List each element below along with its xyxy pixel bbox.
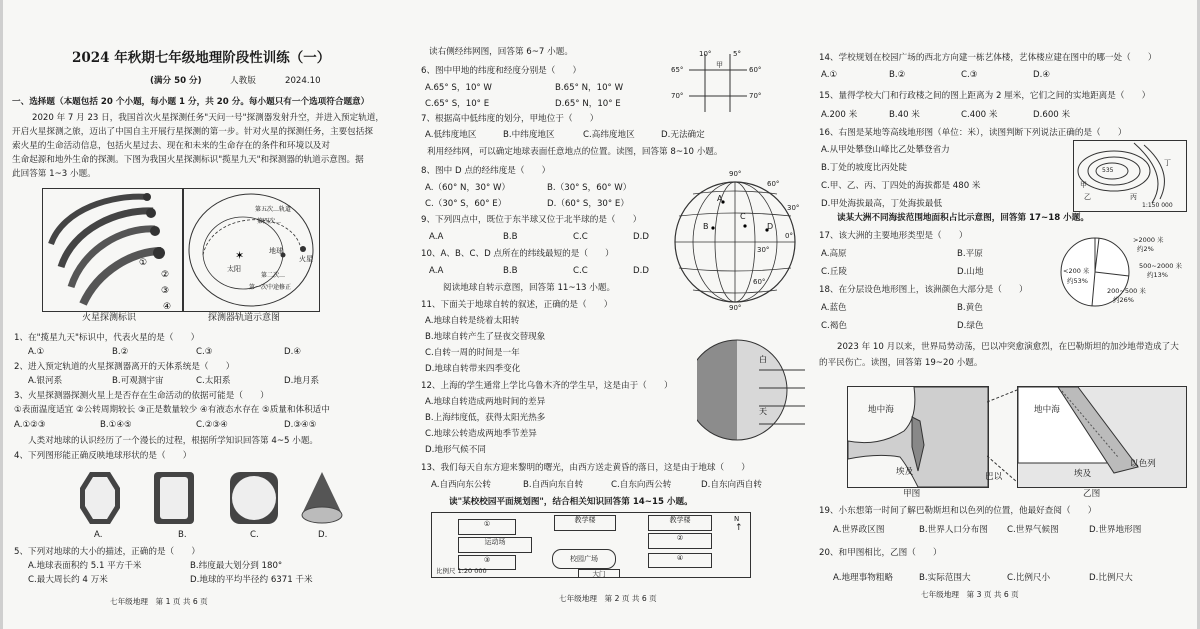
q3-option-a: A.①②③ (14, 420, 46, 430)
mars-logo-figure (42, 188, 184, 312)
map-connector (987, 386, 1017, 486)
shape-label-b: B. (178, 530, 187, 540)
q20-option-c: C.比例尺小 (1007, 573, 1051, 583)
globe-label: 30° (757, 246, 770, 254)
svg-text:白: 白 (759, 355, 767, 364)
edition-note: 人教版 (230, 76, 256, 86)
graticule-globe (669, 170, 801, 312)
q15-option-c: C.400 米 (961, 110, 998, 120)
mars-logo-drawing (43, 189, 183, 311)
q13-option-c: C.自东向西公转 (611, 480, 672, 490)
q11-option-b: B.地球自转产生了昼夜交替现象 (425, 332, 546, 342)
pie-label: 约53% (1067, 277, 1088, 285)
q16-option-d: D.甲处海拔最高，丁处海拔最低 (821, 199, 943, 209)
question-18: 18、在分层设色地形图上，该洲颜色大部分是（ ） (819, 285, 1028, 295)
exam-title: 2024 年秋期七年级地理阶段性训练（一） (72, 50, 331, 66)
q2-option-c: C.太阳系 (196, 376, 231, 386)
contour-map (1073, 140, 1187, 212)
earth-rotation-diagram (697, 330, 807, 452)
sun-label: 太阳 (227, 265, 241, 273)
page-footer: 七年级地理 第 2 页 共 6 页 (559, 594, 657, 603)
orbit-drawing (183, 189, 319, 311)
date-note: 2024.10 (285, 76, 321, 86)
q8-option-c: C.（30° S，60° E） (425, 199, 507, 209)
map-label-mediterranean: 地中海 (868, 405, 894, 415)
map-yi (1017, 386, 1187, 488)
globe-point-b: B (703, 222, 709, 231)
pie-label: <200 米 (1063, 267, 1090, 275)
q18-option-a: A.蓝色 (821, 303, 847, 313)
q16-option-c: C.甲、乙、丙、丁四处的海拔都是 480 米 (821, 181, 981, 191)
question-14: 14、学校规划在校园广场的西北方向建一栋艺体楼，艺体楼应建在图中的哪一处（ ） (819, 53, 1157, 63)
q3-option-d: D.③④⑤ (284, 420, 317, 430)
section-heading: 一、选择题（本题包括 20 个小题，每小题 1 分，共 20 分。每小题只有一个选项符合题意） (12, 97, 370, 107)
q11-option-c: C.自转一周的时间是一年 (425, 348, 520, 358)
campus-building-2: ② (648, 533, 712, 549)
earth-label: 地球 (269, 247, 283, 255)
question-20: 20、和甲图相比，乙图（ ） (819, 548, 942, 558)
svg-text:第一次中途修正: 第一次中途修正 (249, 284, 292, 291)
globe-point-a: A (717, 194, 723, 203)
peak-elevation: 535 (1102, 167, 1114, 174)
map-yi-drawing (1018, 387, 1186, 487)
grid-label: 5° (733, 50, 741, 58)
svg-text:✶: ✶ (235, 249, 245, 262)
q3-option-c: C.②③④ (196, 420, 228, 430)
question-17: 17、该大洲的主要地形类型是（ ） (819, 231, 968, 241)
passage-line: 此回答第 1~3 小题。 (12, 169, 96, 179)
q5-option-b: B.纬度最大划分到 180° (190, 561, 283, 571)
q3-option-b: B.①④⑤ (100, 420, 132, 430)
q7-option-b: B.中纬度地区 (503, 130, 555, 140)
sports-field: 运动场 (458, 537, 532, 553)
grid-label: 70° (749, 92, 762, 100)
intro-8-10: 利用经纬网，可以确定地球表面任意地点的位置。读图，回答第 8~10 小题。 (427, 147, 723, 157)
north-arrow-glyph: ↑ (735, 523, 743, 533)
earth-shape-options (70, 468, 350, 528)
q5-option-c: C.最大周长约 4 万米 (28, 575, 108, 585)
intro-14-15: 读"某校校园平面规划图"，结合相关知识回答第 14~15 小题。 (449, 497, 693, 507)
north-arrow-icon: N (734, 515, 740, 523)
q6-option-b: B.65° N，10° W (555, 83, 624, 93)
map-jia-caption: 甲图 (903, 489, 921, 499)
teaching-building-1: 教学楼 (554, 515, 616, 531)
q18-option-b: B.黄色 (957, 303, 983, 313)
q1-option-b: B.② (112, 347, 129, 357)
svg-text:天: 天 (759, 407, 767, 416)
q10-option-a: A.A (429, 266, 444, 276)
q13-option-a: A.自西向东公转 (431, 480, 492, 490)
map-yi-caption: 乙图 (1083, 489, 1101, 499)
q7-option-a: A.低纬度地区 (425, 130, 477, 140)
contour-point-yi: 乙 (1084, 193, 1091, 201)
q8-option-b: B.（30° S，60° W） (547, 183, 632, 193)
grid-point-jia: 甲 (716, 61, 723, 69)
svg-text:④: ④ (163, 302, 172, 311)
grid-label: 60° (749, 66, 762, 74)
q10-option-c: C.C (573, 266, 588, 276)
globe-label: 90° (729, 304, 742, 312)
q14-option-c: C.③ (961, 70, 978, 80)
passage-line: 索火星的生命活动信息，包括火星过去、现在和未来的生命存在的条件和环境以及对 (12, 141, 330, 151)
globe-label: 30° (787, 204, 800, 212)
figure-caption: 探测器轨道示意图 (208, 313, 281, 323)
pie-label: 约13% (1147, 271, 1168, 279)
svg-text:②: ② (161, 270, 170, 280)
q13-option-d: D.自东向西自转 (701, 480, 762, 490)
q20-option-a: A.地理事物粗略 (833, 573, 894, 583)
q19-option-b: B.世界人口分布图 (919, 525, 988, 535)
question-9: 9、下列四点中，既位于东半球又位于北半球的是（ ） (421, 215, 642, 225)
passage-line: 生命起源和地外生命的探测。下图为我国火星探测标识"揽星九天"和探测器的轨道示意图。据 (12, 155, 364, 165)
q15-option-d: D.600 米 (1033, 110, 1071, 120)
mars-label: 火星 (299, 255, 313, 263)
q2-option-d: D.地月系 (284, 376, 320, 386)
q1-option-a: A.① (28, 347, 45, 357)
question-4: 4、下列图形能正确反映地球形状的是（ ） (14, 451, 192, 461)
q18-option-d: D.绿色 (957, 321, 984, 331)
svg-text:第二次…: 第二次… (261, 272, 286, 279)
question-5: 5、下列对地球的大小的描述，正确的是（ ） (14, 547, 200, 557)
map-label-israel: 以色列 (1130, 459, 1156, 469)
map-jia (847, 386, 989, 488)
q12-option-d: D.地形气候不同 (425, 445, 486, 455)
contour-point-bing: 丙 (1130, 193, 1137, 201)
map-label-mediterranean-2: 地中海 (1034, 405, 1060, 415)
q14-option-b: B.② (889, 70, 906, 80)
pie-label: >2000 米 (1133, 236, 1164, 244)
map-label-egypt: 埃及 (896, 467, 914, 477)
question-7: 7、根据高中低纬度的划分，甲地位于（ ） (421, 114, 599, 124)
question-8: 8、图中 D 点的经纬度是（ ） (421, 166, 551, 176)
campus-building-1: ① (458, 519, 516, 535)
q7-option-d: D.无法确定 (661, 130, 705, 140)
globe-label: 60° (753, 278, 766, 286)
figure-caption: 火星探测标识 (82, 313, 137, 323)
passage-line: 2020 年 7 月 23 日，我国首次火星探测任务"天问一号"探测器发射升空，并进入预定轨道， (32, 113, 385, 123)
q20-option-b: B.实际范围大 (919, 573, 971, 583)
campus-building-4: ④ (648, 553, 712, 568)
question-10: 10、A、B、C、D 点所在的纬线最短的是（ ） (421, 249, 614, 259)
q17-option-a: A.高原 (821, 249, 847, 259)
page-footer: 七年级地理 第 3 页 共 6 页 (921, 590, 1019, 599)
q2-option-b: B.可观测宇宙 (112, 376, 164, 386)
q11-option-a: A.地球自转是绕着太阳转 (425, 316, 520, 326)
question-3: 3、火星探测器探测火星上是否存在生命活动的依据可能是（ ） (14, 391, 269, 401)
question-6: 6、图中甲地的纬度和经度分别是（ ） (421, 66, 582, 76)
q12-option-b: B.上海纬度低，获得太阳光热多 (425, 413, 546, 423)
q16-option-b: B.丁处的坡度比丙处陡 (821, 163, 907, 173)
svg-text:第五次…轨道: 第五次…轨道 (255, 206, 292, 213)
grid-label: 10° (699, 50, 712, 58)
q11-option-d: D.地球自转带来四季变化 (425, 364, 521, 374)
q17-option-c: C.丘陵 (821, 267, 847, 277)
shape-label-d: D. (318, 530, 328, 540)
globe-point-c: C (740, 212, 746, 221)
q9-option-a: A.A (429, 232, 444, 242)
globe-label: 60° (767, 180, 780, 188)
intro-19-20-line1: 2023 年 10 月以来，世界局势动荡，巴以冲突愈演愈烈，在巴勒斯坦的加沙地带造成了大 (837, 342, 1179, 352)
globe-point-d: D (767, 222, 774, 231)
map-jia-drawing (848, 387, 988, 487)
campus-building-3: ③ (458, 555, 516, 570)
q13-option-b: B.自西向东自转 (523, 480, 584, 490)
q5-option-d: D.地球的平均半径约 6371 千米 (190, 575, 313, 585)
q6-option-c: C.65° S，10° E (425, 99, 490, 109)
map-label-balyi: 巴以 (985, 472, 1003, 482)
question-13: 13、我们每天自东方迎来黎明的曙光，由西方送走黄昏的落日，这是由于地球（ ） (421, 463, 750, 473)
passage-line: 开启火星探测之旅，迈出了中国自主开展行星探测的第一步。针对火星的探测任务，主要包括探 (12, 127, 373, 137)
q6-option-d: D.65° N，10° E (555, 99, 621, 109)
q9-option-d: D.D (633, 232, 649, 242)
svg-text:第四次…: 第四次… (257, 218, 282, 225)
q18-option-c: C.褐色 (821, 321, 847, 331)
page-column-2 (407, 0, 807, 629)
page-footer: 七年级地理 第 1 页 共 6 页 (110, 597, 208, 606)
pie-label: 500~2000 米 (1139, 262, 1182, 270)
globe-label: 0° (785, 232, 793, 240)
q6-option-a: A.65° S，10° W (425, 83, 492, 93)
q14-option-a: A.① (821, 70, 838, 80)
contour-point-jia: 甲 (1080, 181, 1087, 189)
q19-option-c: C.世界气候图 (1007, 525, 1059, 535)
q8-option-a: A.（60° N，30° W） (425, 183, 511, 193)
question-1: 1、在"揽星九天"标识中，代表火星的是（ ） (14, 333, 200, 343)
contour-point-ding: 丁 (1164, 159, 1171, 167)
q10-option-b: B.B (503, 266, 518, 276)
intro-4-5: 人类对地球的认识经历了一个漫长的过程，根据所学知识回答第 4~5 小题。 (28, 436, 319, 446)
q16-option-a: A.从甲处攀登山峰比乙处攀登省力 (821, 145, 950, 155)
question-2: 2、进入预定轨道的火星探测器离开的天体系统是（ ） (14, 362, 235, 372)
pie-label: 约26% (1113, 296, 1134, 304)
q1-option-c: C.③ (196, 347, 213, 357)
q20-option-d: D.比例尺大 (1089, 573, 1133, 583)
q19-option-a: A.世界政区图 (833, 525, 885, 535)
page-column-1 (0, 0, 407, 629)
question-15: 15、量得学校大门和行政楼之间的图上距离为 2 厘米，它们之间的实地距离是（ ） (819, 91, 1151, 101)
intro-17-18: 读某大洲不同海拔范围地面积占比示意图，回答第 17~18 小题。 (837, 213, 1089, 223)
q15-option-a: A.200 米 (821, 110, 858, 120)
q8-option-d: D.（60° S，30° E） (547, 199, 629, 209)
question-11: 11、下面关于地球自转的叙述，正确的是（ ） (421, 300, 613, 310)
intro-6-7: 读右侧经纬网图，回答第 6~7 小题。 (429, 47, 573, 57)
grid-label: 65° (671, 66, 684, 74)
q7-option-c: C.高纬度地区 (583, 130, 635, 140)
q2-option-a: A.银河系 (28, 376, 63, 386)
pie-label: 200~500 米 (1107, 287, 1146, 295)
intro-19-20-line2: 的平民伤亡。读图，回答第 19~20 小题。 (819, 358, 983, 368)
q14-option-d: D.④ (1033, 70, 1051, 80)
question-16: 16、右图是某地等高线地形图（单位：米），读图判断下列说法正确的是（ ） (819, 128, 1127, 138)
svg-text:③: ③ (161, 286, 170, 296)
teaching-building-2: 教学楼 (648, 515, 712, 531)
q5-option-a: A.地球表面积约 5.1 平方千米 (28, 561, 142, 571)
q15-option-b: B.40 米 (889, 110, 920, 120)
q1-option-d: D.④ (284, 347, 302, 357)
svg-text:①: ① (139, 258, 148, 268)
score-note: (满分 50 分) (150, 76, 202, 86)
q17-option-b: B.平原 (957, 249, 983, 259)
question-12: 12、上海的学生通常上学比乌鲁木齐的学生早，这是由于（ ） (421, 381, 673, 391)
orbit-figure (182, 188, 320, 312)
q9-option-b: B.B (503, 232, 518, 242)
globe-label: 90° (729, 170, 742, 178)
q10-option-d: D.D (633, 266, 649, 276)
q19-option-d: D.世界地形图 (1089, 525, 1142, 535)
latlong-grid (675, 50, 765, 116)
campus-plan-map (431, 512, 751, 578)
q17-option-d: D.山地 (957, 267, 984, 277)
contour-scale: 1:150 000 (1142, 202, 1173, 209)
q12-option-a: A.地球自转造成两地时间的差异 (425, 397, 546, 407)
q9-option-c: C.C (573, 232, 588, 242)
plan-scale: 比例尺 1:20 000 (436, 567, 487, 575)
pie-label: 约2% (1137, 245, 1154, 253)
campus-gate: 大门 (578, 569, 620, 578)
q3-statements: ①表面温度适宜 ②公转周期较长 ③正是数量较少 ④有液态水存在 ⑤质量和体积适中 (14, 405, 330, 415)
q12-option-c: C.地球公转造成两地季节差异 (425, 429, 537, 439)
intro-11-13: 阅读地球自转示意图，回答第 11~13 小题。 (443, 283, 616, 293)
page-column-3 (807, 0, 1200, 629)
map-label-egypt-2: 埃及 (1074, 469, 1092, 479)
campus-square: 校园广场 (552, 549, 616, 569)
shape-label-c: C. (250, 530, 259, 540)
question-19: 19、小东想第一时间了解巴勒斯坦和以色列的位置，他最好查阅（ ） (819, 506, 1097, 516)
shape-label-a: A. (94, 530, 103, 540)
grid-label: 70° (671, 92, 684, 100)
